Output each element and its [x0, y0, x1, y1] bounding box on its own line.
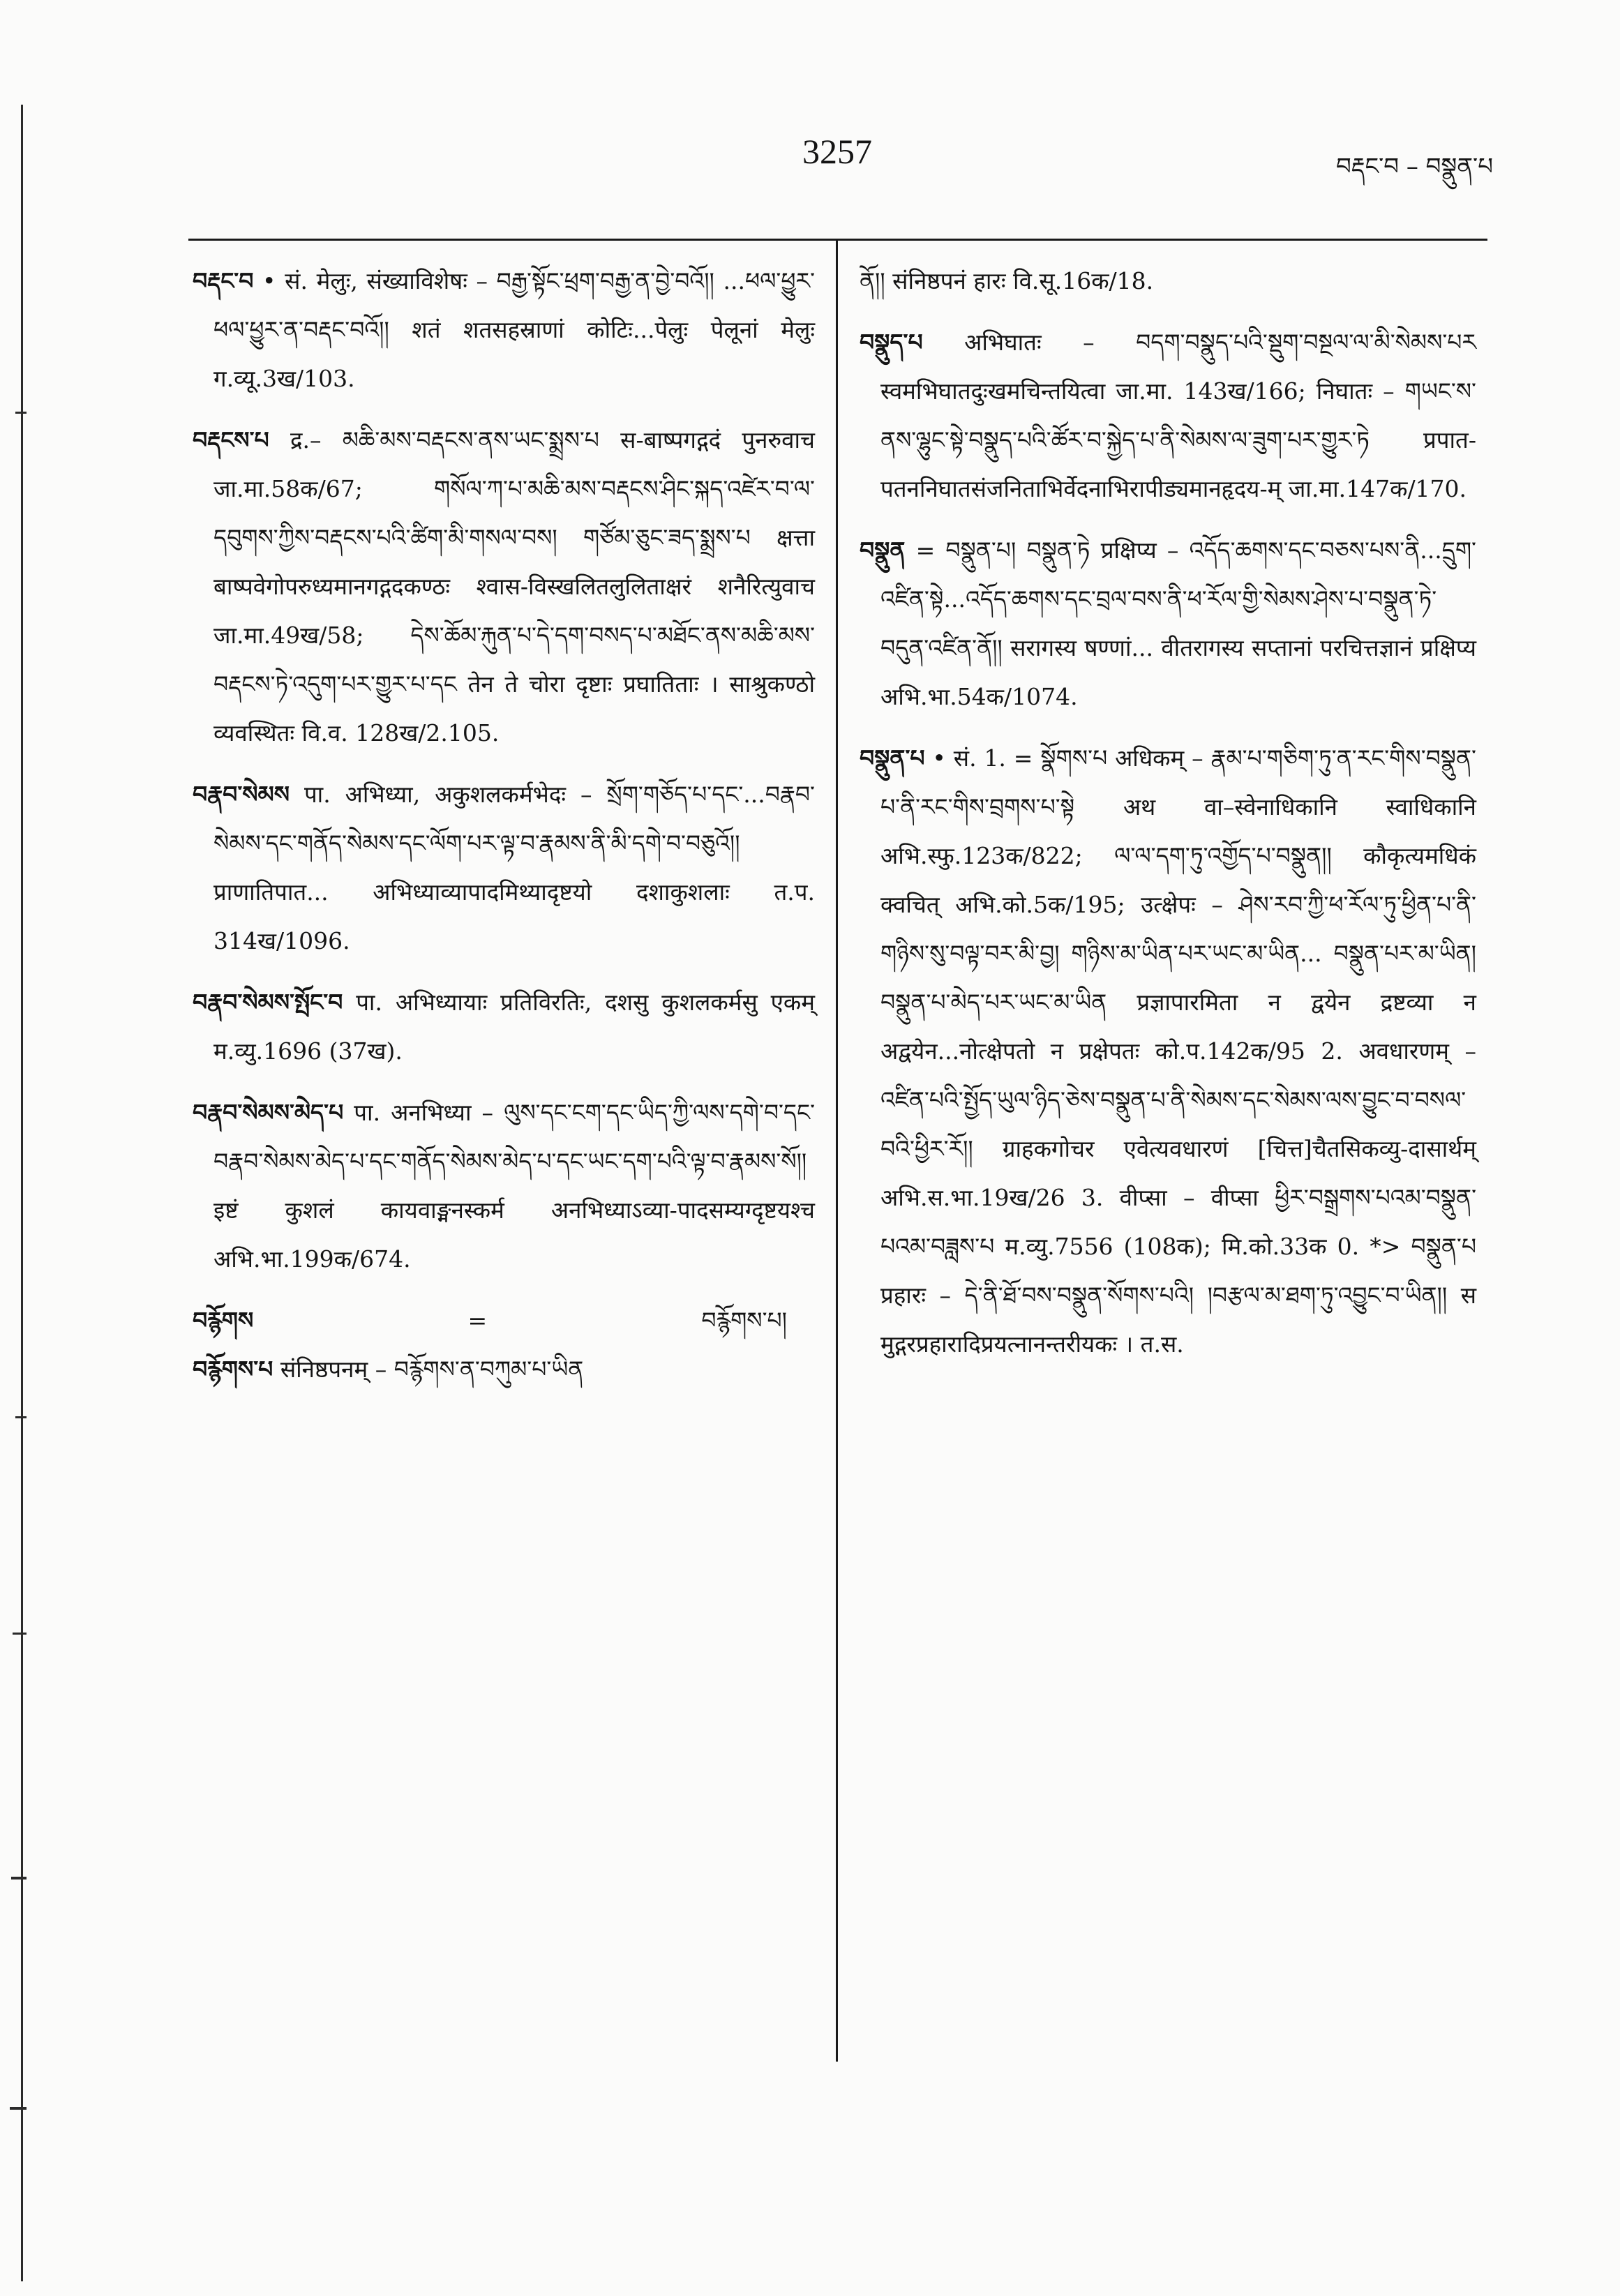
entry-body: • सं. 1. = སྣོགས་པ अधिकम् – རྣམ་པ་གཅིག་ཏུ་ན་རང་གིས་བསྣུན་པ་ནི་རང་གིས་བྲགས་པ་སྟེ अथ वा–स्वेनाधिकानि स्वाधिकानि अभि.स्फु.123क/822; ལ་ལ་དག་ཏུ་འགྱོད་པ་བསྣུན།། कौकृत्यमधिकं क्वचित् अभि.को.5क/195; उत्क्षेपः – ཤེས་རབ་ཀྱི་ཕ་རོལ་ཏུ་ཕྱིན་པ་ནི་གཉིས་སུ་བལྟ་བར་མི་བྱ། གཉིས་མ་ཡིན་པར་ཡང་མ་ཡིན... བསྣུན་པར་མ་ཡིན། བསྣུན་པ་མེད་པར་ཡང་མ་ཡིན प्रज्ञापारमिता न द्वयेन द्रष्टव्या न अद्वयेन...नोत्क्षेपतो न प्रक्षेपतः को.प.142क/95 2. अवधारणम् – འཛིན་པའི་སྤྱོད་ཡུལ་ཉིད་ཅེས་བསྣུན་པ་ནི་སེམས་དང་སེམས་ལས་བྱུང་བ་བསལ་བའི་ཕྱིར་རོ།། ग्राहकगोचर एवेत्यवधारणं [चित्त]चैतसिकव्यु-दासार्थम् अभि.स.भा.19ख/26 3. वीप्सा – वीप्सा ཕྱིར་བསྒྲགས་པའམ་བསྣུན་པའམ་བཟླས་པ म.व्यु.7556 (108क); मि.को.33क 0. *> བསྣུན་པ प्रहारः – དེ་ནི་ཐོ་བས་བསྣུན་སོགས་པའི། །བརྩལ་མ་ཐག་ཏུ་འབྱུང་བ་ཡིན།། स मुद्गरप्रहारादिप्रयत्नानन्तरीयकः । त.स.	[880, 744, 1476, 1358]
dictionary-entry	[193, 257, 815, 403]
headword: བརྣབ་སེམས་སྤོང་བ	[193, 989, 343, 1016]
headword: བརྙོགས་པ	[193, 1356, 273, 1383]
entry-body: • सं. मेलुः, संख्याविशेषः – བརྒྱ་སྟོང་ཕྲག་བརྒྱ་ན་བྱེ་བའོ།། ...ཕལ་ཕྱུར་ཕལ་ཕྱུར་ན་བརྡང་བའོ།། शतं शतसहस्राणां कोटिः...पेलुः पेलूनां मेलुः ग.व्यू.3ख/103.	[213, 267, 815, 392]
left-column	[193, 257, 815, 1406]
xref-target: བརྙོགས་པ།	[701, 1307, 787, 1334]
entry-body: अभिघातः – བདག་བསྣུད་པའི་སྡུག་བསྔལ་ལ་མི་སེམས་པར स्वमभिघातदुःखमचिन्तयित्वा जा.मा. 143ख/166; निघातः – གཡང་ས་ནས་ལྷུང་སྟེ་བསྣུད་པའི་ཚོར་བ་སྐྱེད་པ་ནི་སེམས་ལ་ཟུག་པར་གྱུར་ཏེ प्रपात-पतननिघातसंजनिताभिर्वेदनाभिरापीड्यमानहृदय-म् जा.मा.147क/170.	[880, 329, 1476, 502]
entry-body: पा. अभिध्या, अकुशलकर्मभेदः – སྲོག་གཅོད་པ་དང་...བརྣབ་སེམས་དང་གནོད་སེམས་དང་ལོག་པར་ལྟ་བ་རྣམས་ནི་མི་དགེ་བ་བཅུའོ།། प्राणातिपात... अभिध्याव्यापादमिथ्यादृष्टयो दशाकुशलाः त.प. 314ख/1096.	[213, 781, 815, 954]
headword: བསྣུད་པ	[860, 329, 923, 356]
dictionary-entry	[193, 978, 815, 1076]
dictionary-entry	[193, 1345, 815, 1394]
headword: བརྣབ་སེམས་མེད་པ	[193, 1099, 344, 1126]
headword: བསྣུན	[860, 537, 906, 564]
dictionary-entry	[193, 416, 815, 758]
entry-body: पा. अनभिध्या – ལུས་དང་ངག་དང་ཡིད་ཀྱི་ལས་དགེ་བ་དང་བརྣབ་སེམས་མེད་པ་དང་གནོད་སེམས་མེད་པ་དང་ཡང་དག་པའི་ལྟ་བ་རྣམས་སོ།། इष्टं कुशलं कायवाङ्मनस्कर्म अनभिध्याऽव्या-पादसम्यग्दृष्टयश्च अभि.भा.199क/674.	[213, 1099, 815, 1273]
entry-body: द्र.– མཆི་མས་བརྡངས་ནས་ཡང་སྨྲས་པ स-बाष्पगद्गदं पुनरुवाच जा.मा.58क/67; གསོལ་ཀ་པ་མཆི་མས་བརྡངས་ཤིང་སྐད་འཛེར་བ་ལ་དབུགས་ཀྱིས་བརྡངས་པའི་ཚིག་མི་གསལ་བས། གཙོམ་ཅུང་ཟད་སྨྲས་པ क्षत्ता बाष्पवेगोपरुध्यमानगद्गदकण्ठः श्वास-विस्खलितलुलिताक्षरं शनैरित्युवाच जा.मा.49ख/58; དེས་ཆོམ་རྐུན་པ་དེ་དག་བསད་པ་མཐོང་ནས་མཆི་མས་བརྡངས་ཏེ་འདུག་པར་གྱུར་པ་དང तेन ते चोरा दृष्टाः प्रघातिताः । साश्रुकण्ठो व्यवस्थितः वि.व. 128ख/2.105.	[213, 426, 815, 746]
headword: བརྙོགས	[193, 1307, 254, 1334]
entry-body: = བསྣུན་པ། བསྣུན་ཏེ प्रक्षिप्य – འདོད་ཆགས་དང་བཅས་པས་ནི...དྲུག་འཛིན་སྟེ...འདོད་ཆགས་དང་བྲལ་བས་ནི་ཕ་རོལ་གྱི་སེམས་ཤེས་པ་བསྣུན་ཏེ་བདུན་འཛིན་ནོ།། सरागस्य षण्णां... वीतरागस्य सप्तानां परचित्तज्ञानं प्रक्षिप्य अभि.भा.54क/1074.	[880, 537, 1476, 710]
headword: བརྡང་བ	[193, 267, 254, 294]
scan-edge-mark	[11, 1877, 27, 1879]
running-head: བརྡང་བ – བསྣུན་པ	[1335, 153, 1493, 181]
headword: བརྡངས་པ	[193, 426, 269, 453]
column-rule	[836, 241, 838, 2062]
dictionary-entry	[860, 734, 1476, 1369]
scan-edge-mark	[15, 412, 27, 414]
cross-reference	[193, 1296, 815, 1345]
headword: བརྣབ་སེམས	[193, 781, 290, 808]
dictionary-entry	[860, 318, 1476, 513]
scan-edge-mark	[13, 1633, 27, 1635]
scan-edge-mark	[10, 2107, 27, 2110]
entry-body: संनिष्ठपनम् – བརྙོགས་ན་བཀུམ་པ་ཡིན	[280, 1356, 584, 1383]
scan-edge-mark	[21, 105, 23, 2281]
dictionary-entry	[860, 526, 1476, 721]
dictionary-entry	[193, 770, 815, 966]
dictionary-entry	[193, 1088, 815, 1284]
scan-edge-mark	[15, 1416, 27, 1418]
entry-continuation: ནོ།། संनिष्ठपनं हारः वि.सू.16क/18.	[860, 267, 1154, 294]
equals-sign: =	[467, 1307, 488, 1334]
page-number: 3257	[802, 132, 872, 171]
entry-body: पा. अभिध्यायाः प्रतिविरतिः, दशसु कुशलकर्मसु एकम् म.व्यु.1696 (37ख).	[213, 989, 815, 1065]
header-rule	[188, 239, 1487, 241]
headword: བསྣུན་པ	[860, 744, 925, 772]
right-column	[860, 257, 1476, 1381]
